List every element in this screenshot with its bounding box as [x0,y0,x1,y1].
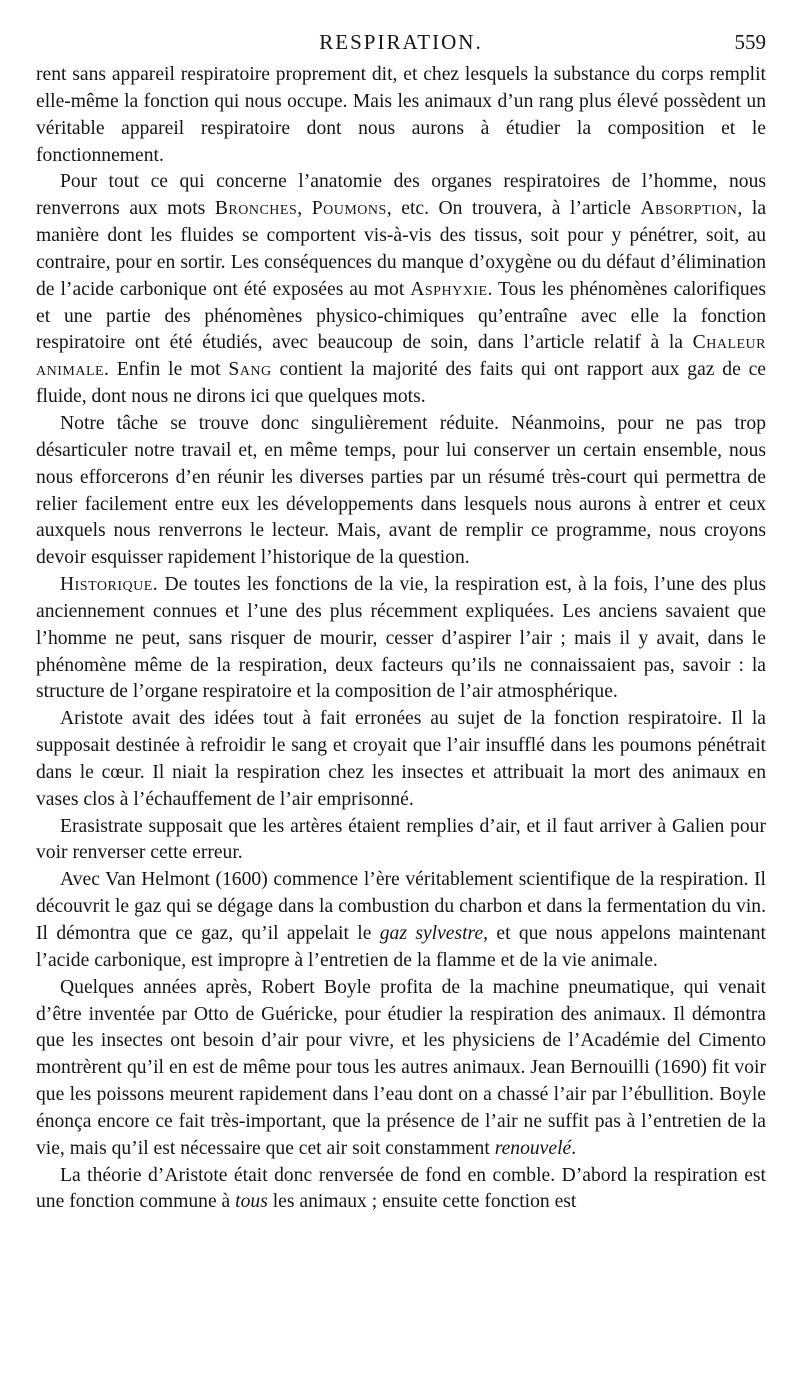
section-heading: Historique. [60,574,159,596]
paragraph-historique: Historique. De toutes les fonctions de la vie, la respiration est, à la fois, l’une des plus anciennement connues et l’une des plus récemment expliquées. Les anciens savaient que l’homme ne peut, sans risquer de mourir, cesser d’aspirer l’air ; mais il y avait, dans le phénomène même de la respiration, deux facteurs qu’ils ne connaissaient pas, savoir : la structure de l’organe respiratoire et la composition de l’air atmosphérique. [36,574,766,703]
cross-reference: Absorption [640,198,738,220]
paragraph-van-helmont: Avec Van Helmont (1600) commence l’ère véritablement scientifique de la respiration. Il découvrit le gaz qui se dégage dans la combustion du charbon et dans la fermentation du vin. Il démontra que ce gaz, qu’il appelait le gaz sylvestre, et que nous appelons maintenant l’acide carbonique, est impropre à l’entretien de la flamme et de la vie animale. [36,869,766,971]
cross-reference: Poumons [311,198,387,220]
cross-reference: Chaleur animale [36,332,766,381]
italic-term: gaz sylvestre [379,923,484,944]
cross-reference: Asphyxie [410,278,488,300]
paragraph-aristote: Aristote avait des idées tout à fait erronées au sujet de la fonction respiratoire. Il la supposait destinée à refroidir le sang et croyait que l’air insufflé dans les poumons pénétrait dans le cœur. Il niait la respiration chez les insectes et attribuait la mort des animaux en vases clos à l’échauffement de l’air emprisonné. [36,708,766,810]
body-text [36,62,766,1216]
paragraph-theorie: La théorie d’Aristote était donc renversée de fond en comble. D’abord la respiration est une fonction commune à tous les animaux ; ensuite cette fonction est [36,1164,766,1213]
paragraph-1: rent sans appareil respiratoire proprement dit, et chez lesquels la substance du corps remplit elle-même la fonction qui nous occupe. Mais les animaux d’un rang plus élevé possèdent un véritable appareil respiratoire dont nous aurons à étudier la composition et le fonctionnement. [36,64,766,166]
paragraph-2: Pour tout ce qui concerne l’anatomie des organes respiratoires de l’homme, nous renverrons aux mots Bronches, Poumons, etc. On trouvera, à l’article Absorption, la manière dont les fluides se comportent vis-à-vis des tissus, soit pour y pénétrer, soit, au contraire, pour en sortir. Les conséquences du manque d’oxygène ou du défaut d’élimination de l’acide carbonique ont été exposées au mot Asphyxie. Tous les phénomènes calorifiques et une partie des phénomènes physico-chimiques qu’entraîne avec elle la fonction respiratoire ont été étudiés, avec beaucoup de soin, dans l’article relatif à la Chaleur animale. Enfin le mot Sang contient la majorité des faits qui ont rapport aux gaz de ce fluide, dont nous ne dirons ici que quelques mots. [36,171,767,408]
italic-term: tous [235,1191,268,1213]
running-header [36,26,766,58]
cross-reference: Bronches [214,198,298,220]
paragraph-3: Notre tâche se trouve donc singulièrement réduite. Néanmoins, pour ne pas trop désarticuler notre travail et, en même temps, pour lui conserver un certain ensemble, nous nous efforcerons d’en réunir les diverses parties par un résumé très-court qui permettra de relier facilement entre eux les développements dans lesquels nous aurons à entrer et ceux auxquels nous renverrons le lecteur. Mais, avant de remplir ce programme, nous croyons devoir esquisser rapidement l’historique de la question. [36,412,766,569]
italic-term: renouvelé [494,1137,572,1159]
page-number: 559 [734,30,766,54]
paragraph-erasistrate: Erasistrate supposait que les artères étaient remplies d’air, et il faut arriver à Galien pour voir renverser cette erreur. [36,815,766,864]
paragraph-boyle: Quelques années après, Robert Boyle profita de la machine pneumatique, qui venait d’être inventée par Otto de Guéricke, pour étudier la respiration des animaux. Il démontra que les insectes ont besoin d’air pour vivre, et les physiciens de l’Académie del Cimento montrèrent qu’il en est de même pour tous les autres animaux. Jean Bernouilli (1690) fit voir que les poissons meurent rapidement dans l’eau dont on a chassé l’air par l’ébullition. Boyle énonça encore ce fait très-important, que la présence de l’air ne suffit pas à l’entretien de la vie, mais qu’il est nécessaire que cet air soit constamment renouvelé. [36,976,766,1159]
cross-reference: Sang [228,359,272,381]
running-title: RESPIRATION. [319,30,483,54]
